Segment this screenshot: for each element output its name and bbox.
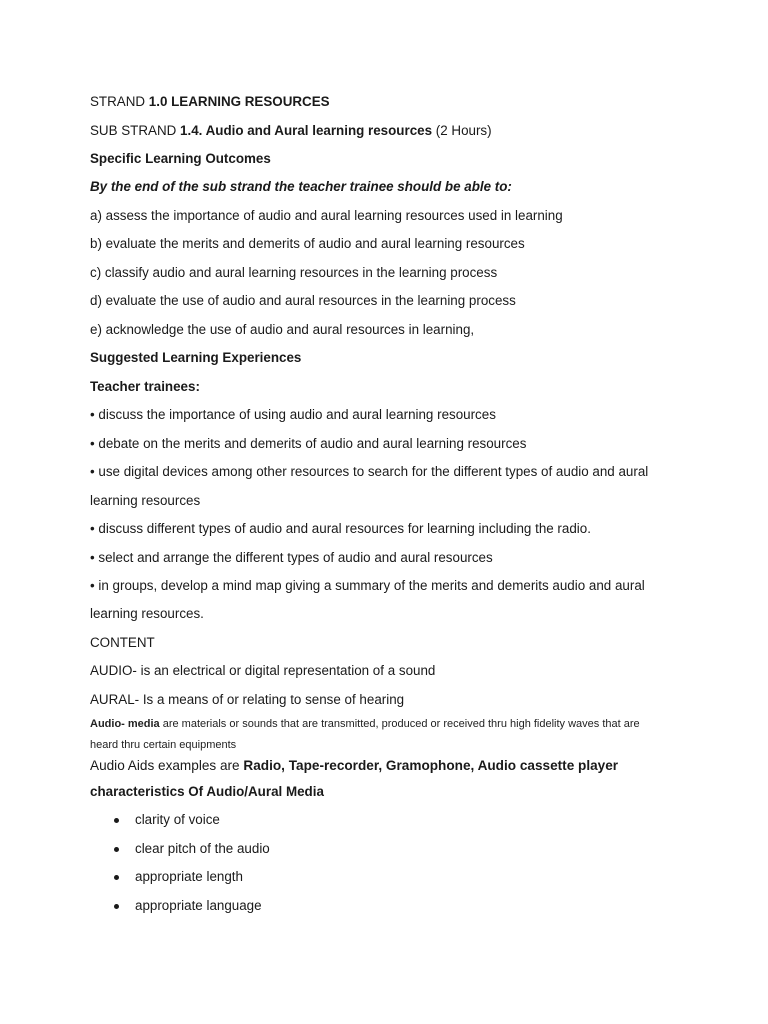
media-definition-line-2: heard thru certain equipments (90, 739, 237, 751)
list-item-text: appropriate length (135, 869, 243, 885)
experiences-heading: Suggested Learning Experiences (90, 350, 302, 365)
characteristics-heading: characteristics Of Audio/Aural Media (90, 784, 324, 799)
list-item (90, 868, 730, 897)
bullet-icon (114, 818, 119, 823)
media-term: Audio- media (90, 718, 160, 730)
outcome-item: e) acknowledge the use of audio and aural resources in learning, (90, 322, 475, 337)
list-item (90, 811, 730, 840)
media-definition-text: are materials or sounds that are transmitted, produced or received thru high fidelity waves that are (159, 718, 640, 730)
list-item-text: clarity of voice (135, 812, 220, 827)
experience-item-continued: learning resources (90, 493, 201, 508)
experience-item: • discuss different types of audio and aural resources for learning including the radio. (90, 521, 591, 536)
outcomes-intro: By the end of the sub strand the teacher trainee should be able to: (90, 179, 512, 194)
outcomes-heading: Specific Learning Outcomes (90, 151, 271, 166)
outcome-item: a) assess the importance of audio and aural learning resources used in learning (90, 208, 563, 223)
content-heading: CONTENT (90, 635, 155, 650)
experiences-sub-heading: Teacher trainees: (90, 379, 200, 394)
audio-aids-line (90, 757, 618, 775)
experience-item: • discuss the importance of using audio and aural learning resources (90, 407, 496, 422)
audio-definition: AUDIO- is an electrical or digital representation of a sound (90, 663, 436, 678)
experience-item: • use digital devices among other resources to search for the different types of audio and aural (90, 464, 649, 479)
sub-strand-duration: (2 Hours) (432, 123, 492, 138)
aural-definition: AURAL- Is a means of or relating to sense of hearing (90, 692, 405, 707)
strand-prefix: STRAND (90, 94, 149, 109)
strand-line (90, 93, 330, 111)
sub-strand-prefix: SUB STRAND (90, 123, 181, 138)
list-item (90, 840, 730, 869)
sub-strand-title: 1.4. Audio and Aural learning resources (180, 123, 433, 138)
experience-item: • debate on the merits and demerits of audio and aural learning resources (90, 436, 527, 451)
outcome-item: d) evaluate the use of audio and aural resources in the learning process (90, 293, 516, 308)
experience-item: • select and arrange the different types of audio and aural resources (90, 550, 493, 565)
media-definition-line-1 (90, 717, 640, 731)
audio-aids-list: Radio, Tape-recorder, Gramophone, Audio cassette player (243, 758, 619, 773)
strand-title: 1.0 LEARNING RESOURCES (148, 94, 330, 109)
audio-aids-prefix: Audio Aids examples are (90, 758, 244, 773)
outcome-item: c) classify audio and aural learning resources in the learning process (90, 265, 498, 280)
list-item (90, 897, 730, 926)
list-item-text: clear pitch of the audio (135, 840, 270, 856)
sub-strand-line (90, 122, 492, 140)
experience-item-continued: learning resources. (90, 606, 204, 621)
bullet-icon (114, 875, 119, 880)
bullet-icon (114, 904, 119, 909)
characteristics-list (90, 811, 730, 925)
outcome-item: b) evaluate the merits and demerits of audio and aural learning resources (90, 236, 525, 251)
list-item-text: appropriate language (135, 897, 262, 913)
experience-item: • in groups, develop a mind map giving a summary of the merits and demerits audio and aural (90, 578, 645, 593)
bullet-icon (114, 847, 119, 852)
